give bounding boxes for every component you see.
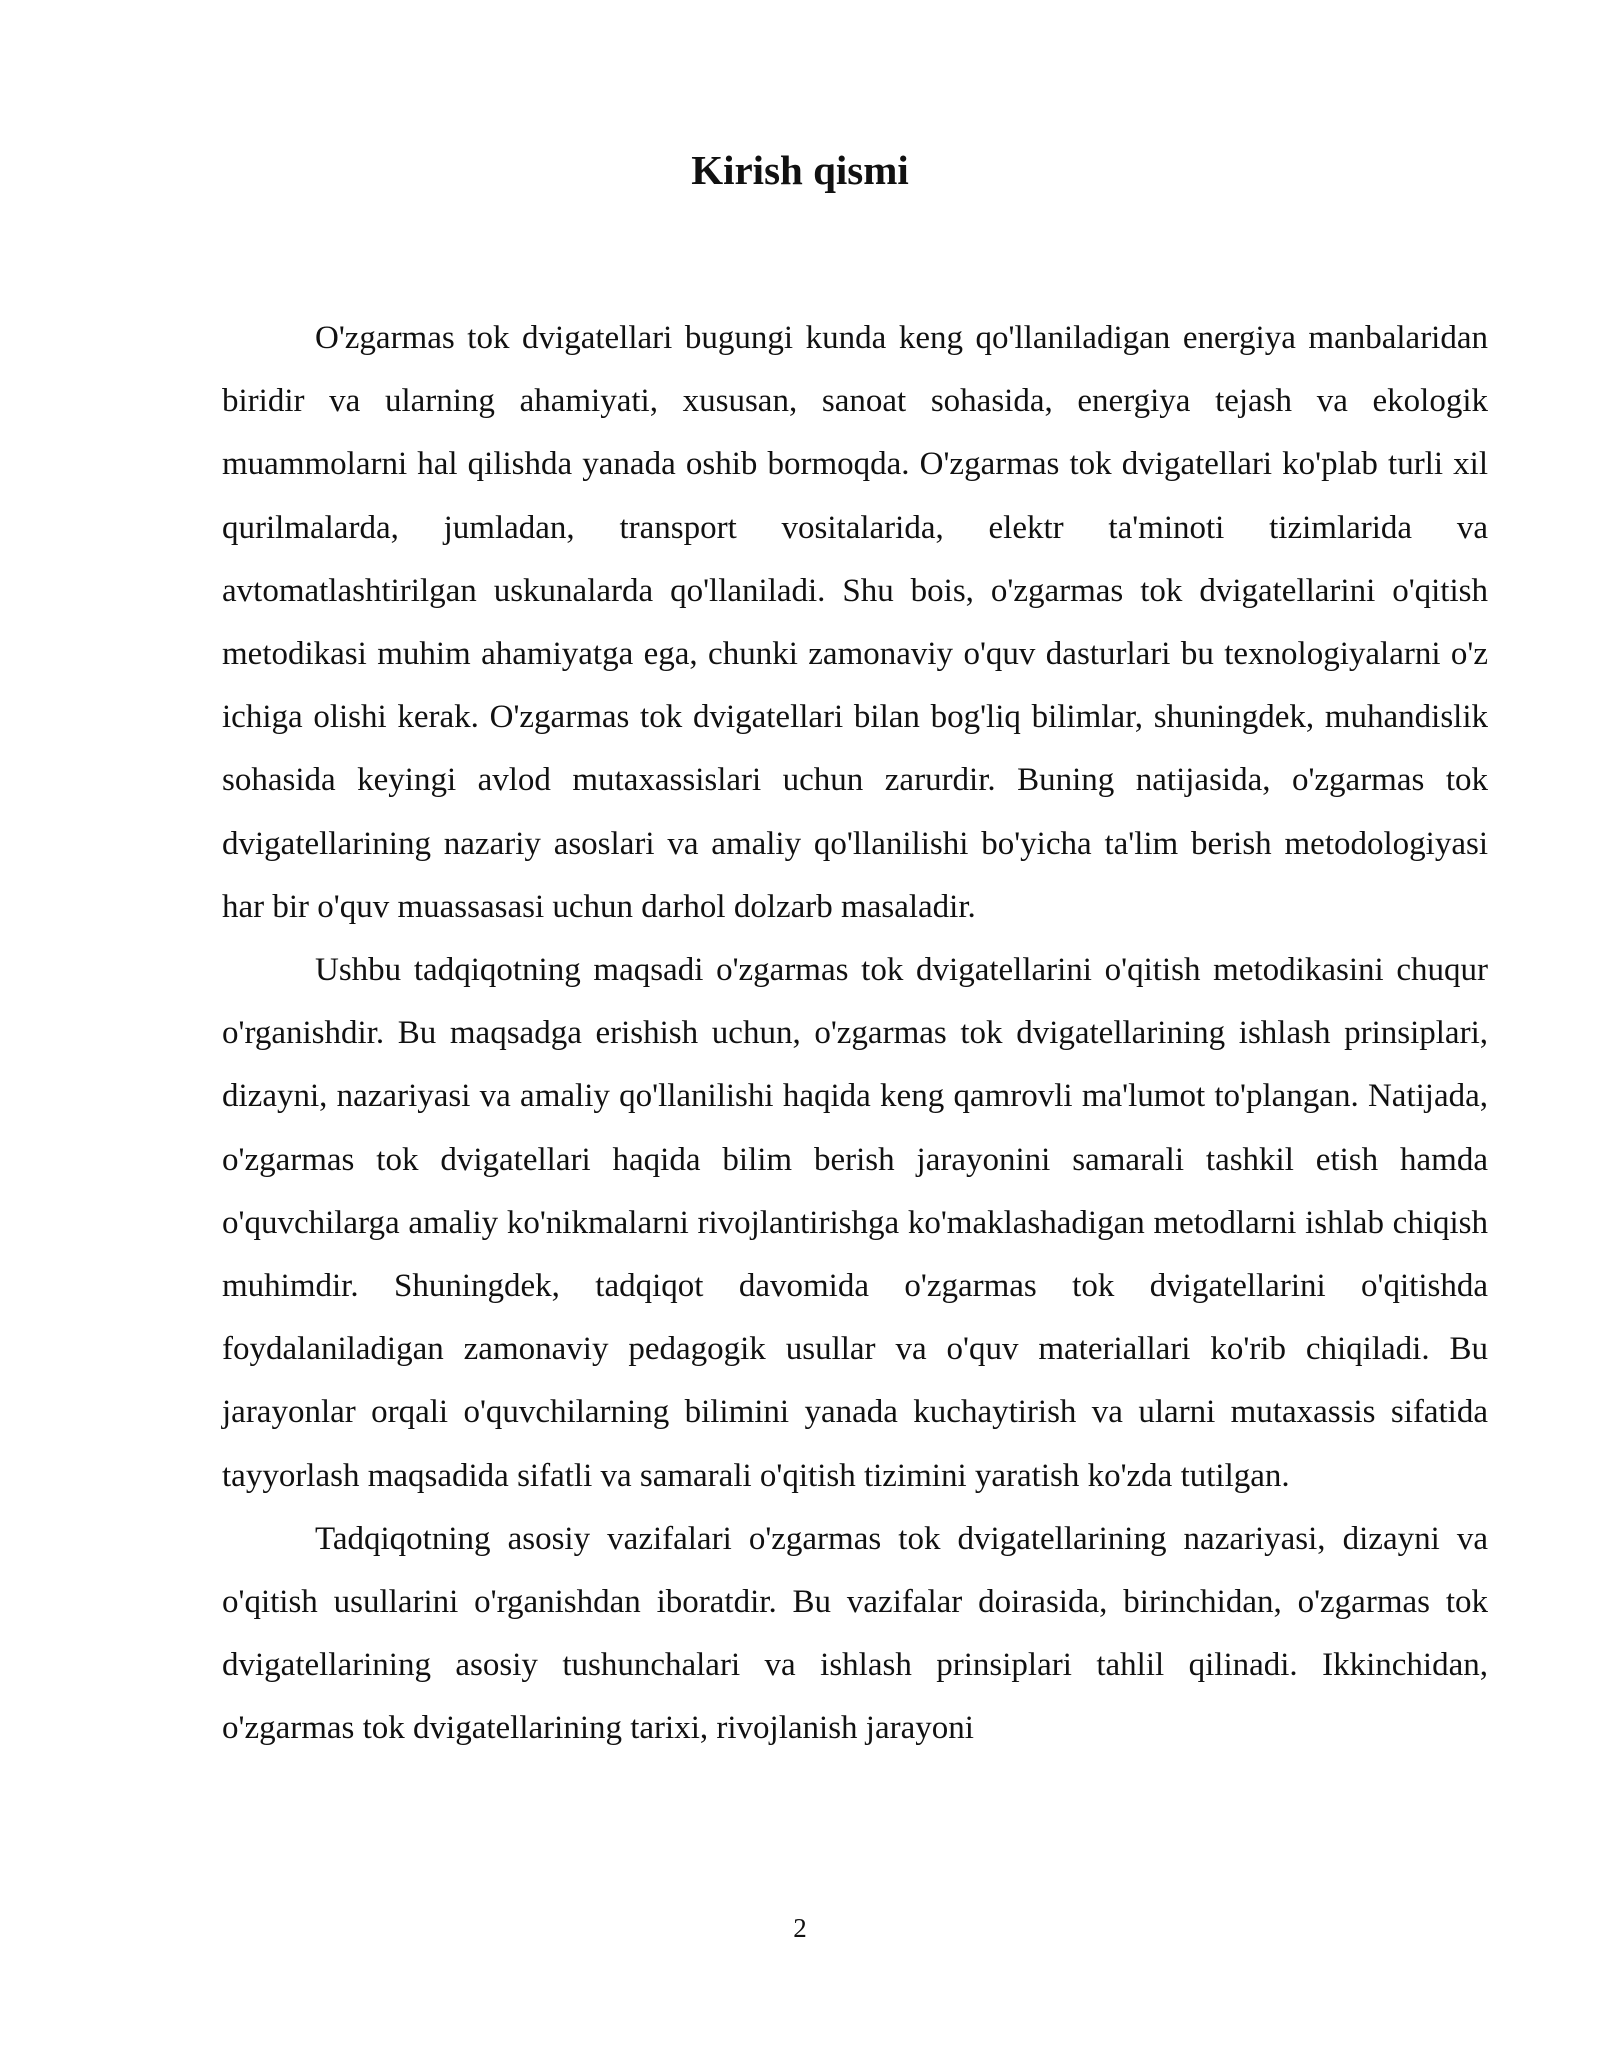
paragraph-1: O'zgarmas tok dvigatellari bugungi kunda keng qo'llaniladigan energiya manbalaridan biridir va ularning ahamiyati, xususan, sanoat sohasida, energiya tejash va ekologik muammolarni hal qilishda yanada oshib bormoqda. O'zgarmas tok dvigatellari ko'plab turli xil qurilmalarda, jumladan, transport vositalarida, elektr ta'minoti tizimlarida va avtomatlashtirilgan uskunalarda qo'llaniladi. Shu bois, o'zgarmas tok dvigatellarini o'qitish metodikasi muhim ahamiyatga ega, chunki zamonaviy o'quv dasturlari bu texnologiyalarni o'z ichiga olishi kerak. O'zgarmas tok dvigatellari bilan bog'liq bilimlar, shuningdek, muhandislik sohasida keyingi avlod mutaxassislari uchun zarurdir. Buning natijasida, o'zgarmas tok dvigatellarining nazariy asoslari va amaliy qo'llanilishi bo'yicha ta'lim berish metodologiyasi har bir o'quv muassasasi uchun darhol dolzarb masaladir. xyxy=(222,320,1488,925)
document-body xyxy=(222,307,1488,1761)
paragraph-2: Ushbu tadqiqotning maqsadi o'zgarmas tok dvigatellarini o'qitish metodikasini chuqur o'rganishdir. Bu maqsadga erishish uchun, o'zgarmas tok dvigatellarining ishlash prinsiplari, dizayni, nazariyasi va amaliy qo'llanilishi haqida keng qamrovli ma'lumot to'plangan. Natijada, o'zgarmas tok dvigatellari haqida bilim berish jarayonini samarali tashkil etish hamda o'quvchilarga amaliy ko'nikmalarni rivojlantirishga ko'maklashadigan metodlarni ishlab chiqish muhimdir. Shuningdek, tadqiqot davomida o'zgarmas tok dvigatellarini o'qitishda foydalaniladigan zamonaviy pedagogik usullar va o'quv materiallari ko'rib chiqiladi. Bu jarayonlar orqali o'quvchilarning bilimini yanada kuchaytirish va ularni mutaxassis sifatida tayyorlash maqsadida sifatli va samarali o'qitish tizimini yaratish ko'zda tutilgan. xyxy=(222,952,1488,1494)
paragraph-3: Tadqiqotning asosiy vazifalari o'zgarmas tok dvigatellarining nazariyasi, dizayni va o'qitish usullarini o'rganishdan iboratdir. Bu vazifalar doirasida, birinchidan, o'zgarmas tok dvigatellarining asosiy tushunchalari va ishlash prinsiplari tahlil qilinadi. Ikkinchidan, o'zgarmas tok dvigatellarining tarixi, rivojlanish jarayoni xyxy=(222,1520,1488,1747)
page-number: 2 xyxy=(793,1913,807,1943)
page-title: Kirish qismi xyxy=(691,147,909,193)
